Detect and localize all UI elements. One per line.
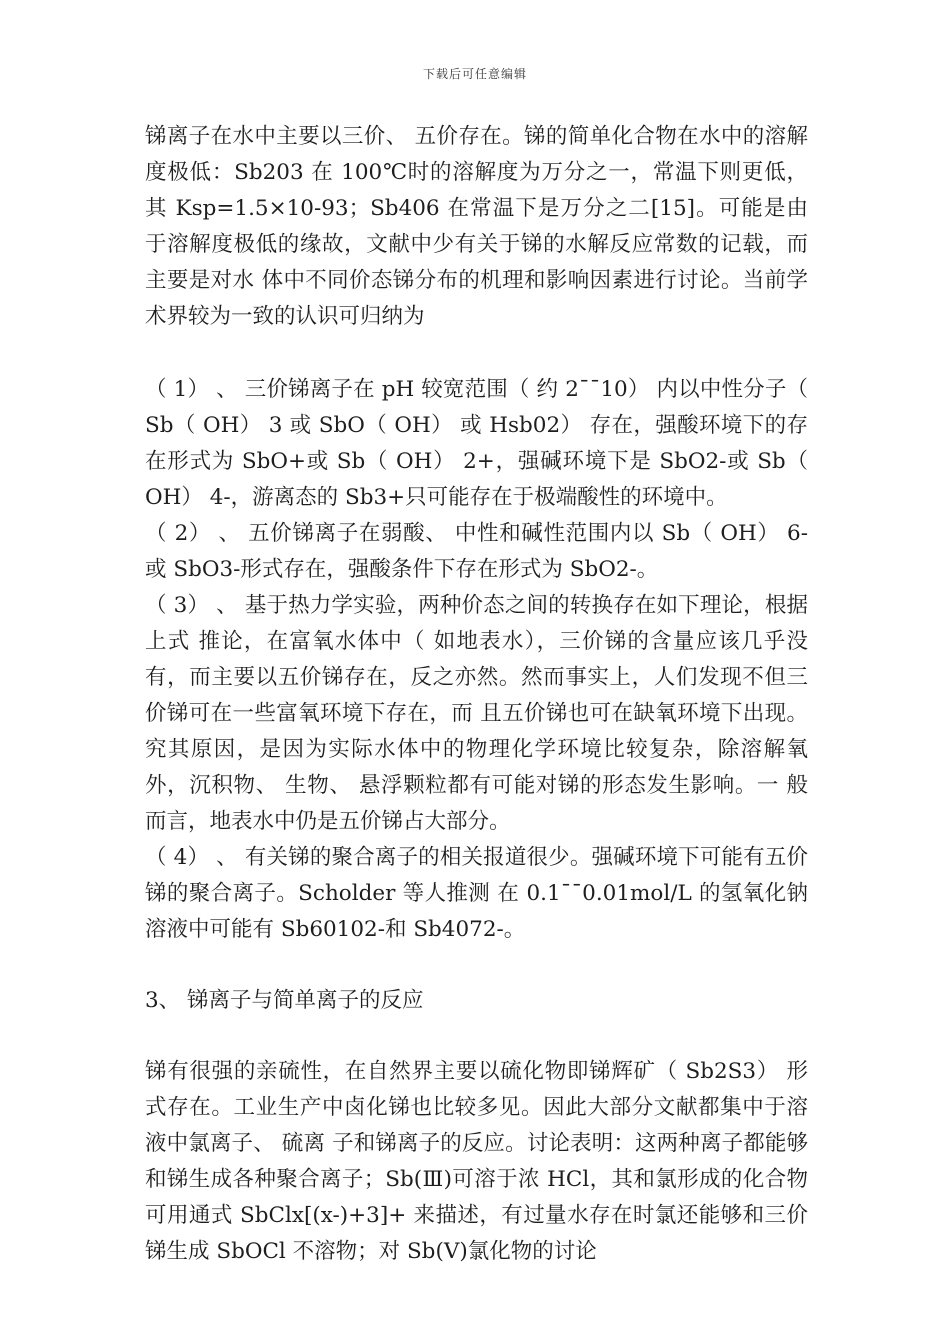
list-item-3: （ 3） 、 基于热力学实验，两种价态之间的转换存在如下理论，根据上式 推论，在富氧水体中（ 如地表水），三价锑的含量应该几乎没有，而主要以五价锑存在，反之亦然。然而事实上，人们发现不但三价锑可在一些富氧环境下存在，而 且五价锑也可在缺氧环境下出现。究其原因，是因为实际水体中的物理化学环境比较复杂，除溶解氧外，沉积物、 生物、 悬浮颗粒都有可能对锑的形态发生影响。一 般而言，地表水中仍是五价锑占大部分。	[145, 593, 808, 834]
section-heading: 3、 锑离子与简单离子的反应	[145, 988, 424, 1013]
intro-paragraph: 锑离子在水中主要以三价、 五价存在。锑的简单化合物在水中的溶解度极低：Sb203 在 100℃时的溶解度为万分之一，常温下则更低，其 Ksp=1.5×10-93；Sb406 在常温下是万分之二[15]。可能是由于溶解度极低的缘故，文献中少有关于锑的水解反应常数的记载，而主要是对水 体中不同价态锑分布的机理和影响因素进行讨论。当前学术界较为一致的认识可归纳为	[145, 124, 808, 329]
list-item-4: （ 4） 、 有关锑的聚合离子的相关报道很少。强碱环境下可能有五价锑的聚合离子。Scholder 等人推测 在 0.1¯¯0.01mol/L 的氢氧化钠溶液中可能有 Sb60102-和 Sb4072-。	[145, 845, 808, 942]
list-item-2: （ 2） 、 五价锑离子在弱酸、 中性和碱性范围内以 Sb（ OH） 6-或 SbO3-形式存在，强酸条件下存在形式为 SbO2-。	[145, 521, 808, 582]
page-header: 下载后可任意编辑	[422, 67, 527, 81]
document-body	[145, 119, 808, 1270]
section-body-paragraph: 锑有很强的亲硫性，在自然界主要以硫化物即锑辉矿（ Sb2S3） 形式存在。工业生产中卤化锑也比较多见。因此大部分文献都集中于溶液中氯离子、 硫离 子和锑离子的反应。讨论表明：这两种离子都能够和锑生成各种聚合离子；Sb(Ⅲ)可溶于浓 HCl，其和氯形成的化合物可用通式 SbClx[(x-)+3]+ 来描述，有过量水存在时氯还能够和三价锑生成 SbOCl 不溶物；对 Sb(V)氯化物的讨论	[145, 1059, 808, 1264]
list-item-1: （ 1） 、 三价锑离子在 pH 较宽范围（ 约 2¯¯10） 内以中性分子（ Sb（ OH） 3 或 SbO（ OH） 或 Hsb02） 存在，强酸环境下的存在形式为 SbO+或 Sb（ OH） 2+，强碱环境下是 SbO2-或 Sb（ OH） 4-，游离态的 Sb3+只可能存在于极端酸性的环境中。	[145, 377, 808, 510]
